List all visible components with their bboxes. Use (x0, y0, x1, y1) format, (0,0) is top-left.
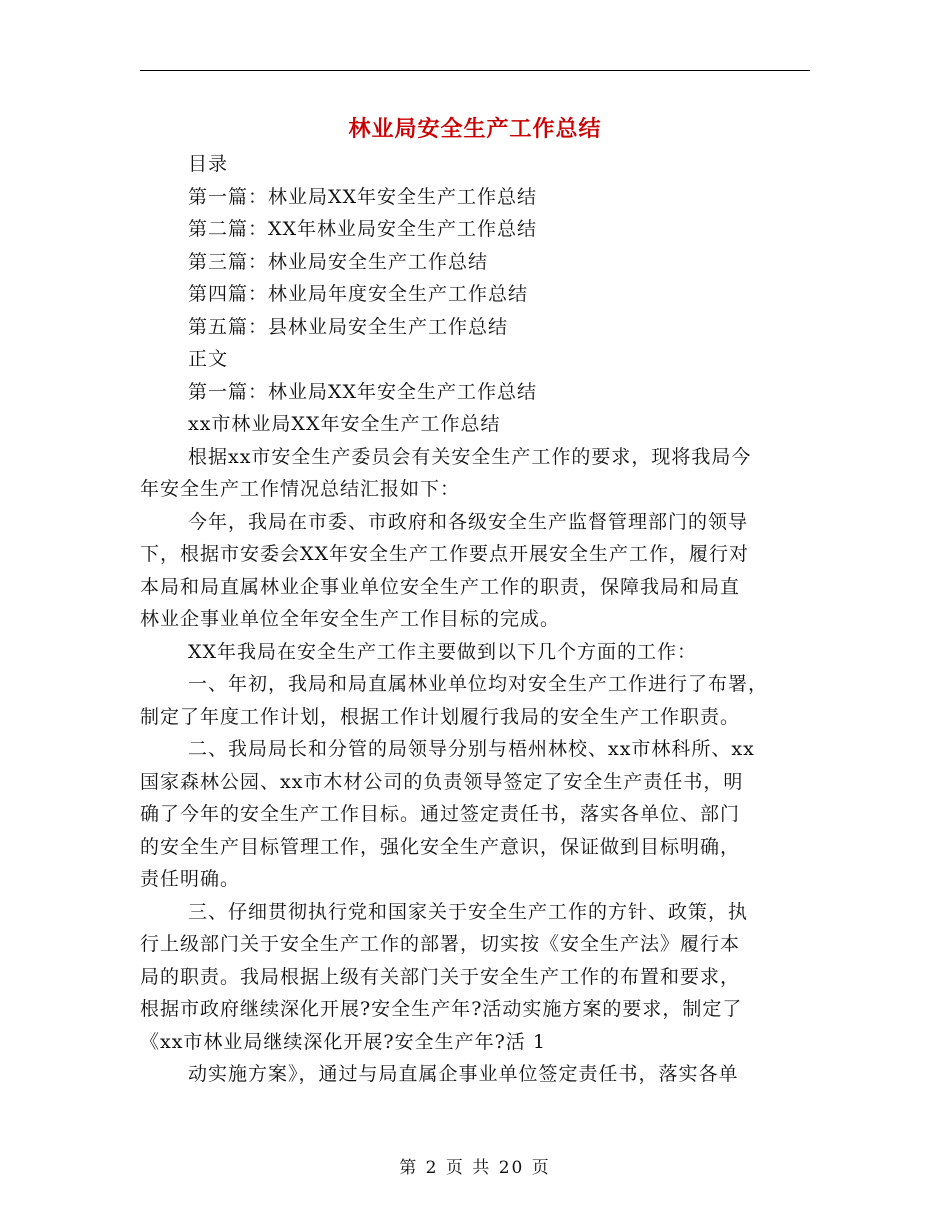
toc-item: 第五篇：县林业局安全生产工作总结 (188, 315, 509, 338)
paragraph-line: 制定了年度工作计划，根据工作计划履行我局的安全生产工作职责。 (140, 705, 741, 728)
paragraph-line: 根据市政府继续深化开展?安全生产年?活动实施方案的要求，制定了 (140, 998, 743, 1020)
toc-heading: 目录 (188, 153, 229, 175)
paragraph-line: 年安全生产工作情况总结汇报如下： (140, 478, 461, 500)
paragraph-line: 《xx市林业局继续深化开展?安全生产年?活 1 (140, 1030, 546, 1053)
paragraph-line: 本局和局直属林业企事业单位安全生产工作的职责，保障我局和局直 (140, 575, 741, 598)
part-title: 第一篇：林业局XX年安全生产工作总结 (188, 380, 538, 403)
paragraph-line: 今年，我局在市委、市政府和各级安全生产监督管理部门的领导 (188, 510, 749, 533)
paragraph-line: 确了今年的安全生产工作目标。通过签定责任书，落实各单位、部门 (140, 803, 741, 825)
page-number: 第 2 页 共 20 页 (399, 1158, 551, 1178)
paragraph-line: 局的职责。我局根据上级有关部门关于安全生产工作的布置和要求， (140, 965, 741, 988)
toc-item: 第四篇：林业局年度安全生产工作总结 (188, 283, 529, 305)
paragraph-line: 责任明确。 (140, 868, 241, 890)
header-rule (140, 70, 810, 71)
paragraph-line: 一、年初，我局和局直属林业单位均对安全生产工作进行了布署， (188, 673, 769, 695)
paragraph-line: 根据xx市安全生产委员会有关安全生产工作的要求，现将我局今 (188, 445, 752, 468)
toc-item: 第二篇：XX年林业局安全生产工作总结 (188, 218, 538, 240)
document-body (140, 148, 810, 1091)
paragraph-line: 下，根据市安委会XX年安全生产工作要点开展安全生产工作，履行对 (140, 543, 750, 565)
paragraph-line: XX年我局在安全生产工作主要做到以下几个方面的工作： (188, 640, 698, 663)
body-heading: 正文 (188, 348, 229, 370)
paragraph-line: 的安全生产目标管理工作，强化安全生产意识，保证做到目标明确， (140, 835, 741, 858)
paragraph-line: 林业企事业单位全年安全生产工作目标的完成。 (140, 608, 561, 630)
paragraph-line: 动实施方案》，通过与局直属企事业单位签定责任书，落实各单 (188, 1063, 739, 1085)
paragraph-line: 国家森林公园、xx市木材公司的负责领导签定了安全生产责任书，明 (140, 770, 744, 793)
paragraph-line: 三、仔细贯彻执行党和国家关于安全生产工作的方针、政策，执 (188, 900, 749, 923)
toc-item: 第一篇：林业局XX年安全生产工作总结 (188, 185, 538, 208)
doc-subtitle: xx市林业局XX年安全生产工作总结 (188, 413, 501, 435)
paragraph-line: 行上级部门关于安全生产工作的部署，切实按《安全生产法》履行本 (140, 933, 741, 955)
document-title: 林业局安全生产工作总结 (348, 117, 602, 142)
toc-item: 第三篇：林业局安全生产工作总结 (188, 250, 489, 273)
paragraph-line: 二、我局局长和分管的局领导分别与梧州林校、xx市林科所、xx (188, 738, 755, 760)
